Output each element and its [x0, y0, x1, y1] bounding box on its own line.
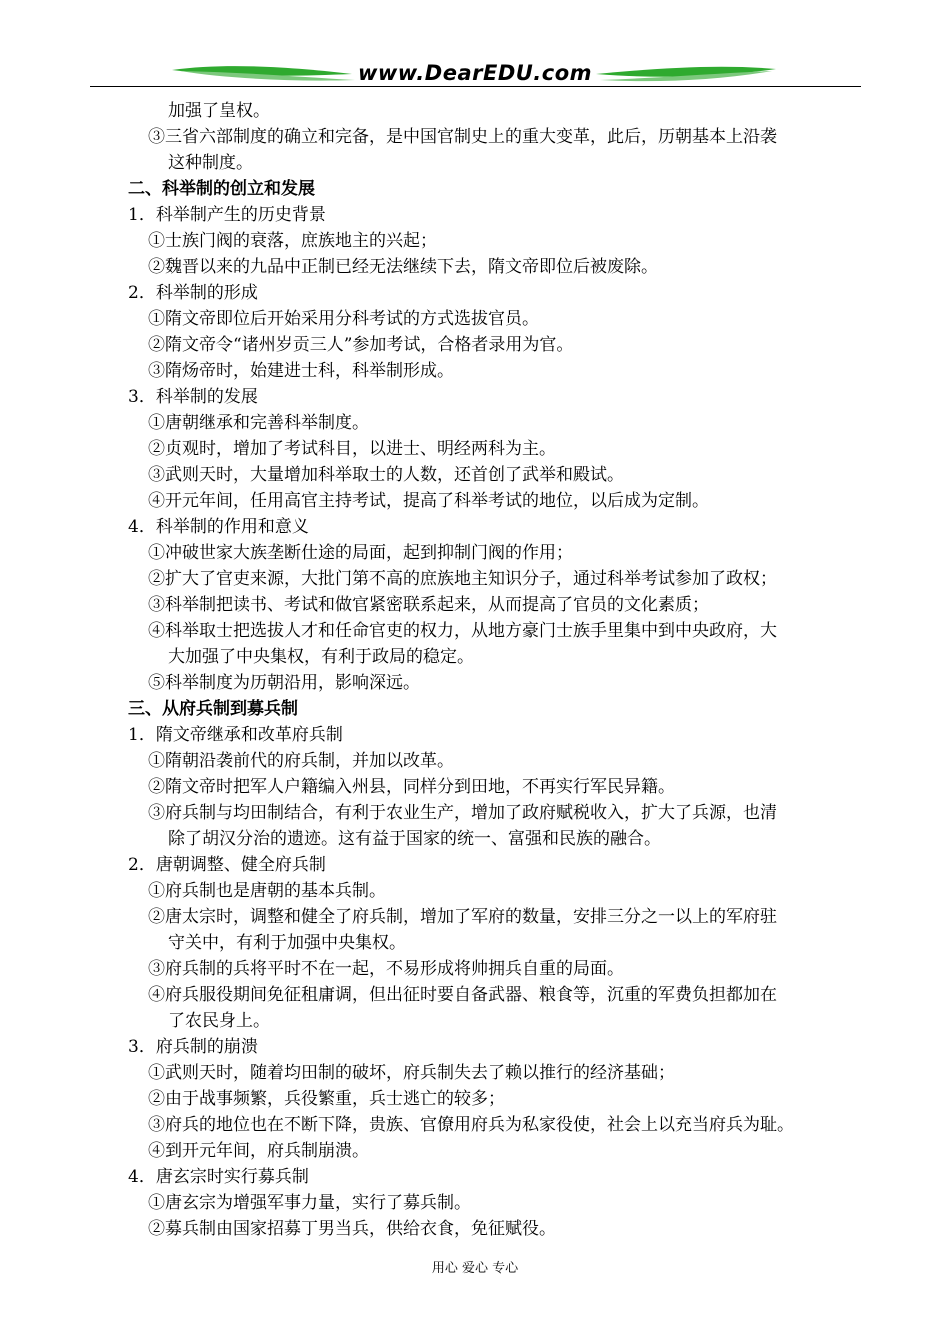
list-item-text: ⑤科举制度为历朝沿用，影响深远。: [148, 673, 420, 693]
header-rule: [90, 86, 861, 87]
subsection-heading: 2．科举制的形成: [128, 283, 258, 303]
page-header: [0, 0, 950, 92]
list-item-text: 大加强了中央集权，有利于政局的稳定。: [168, 647, 474, 667]
list-item-text: ②募兵制由国家招募丁男当兵，供给衣食，免征赋役。: [148, 1219, 556, 1239]
list-item-text: ①士族门阀的衰落，庶族地主的兴起；: [148, 231, 437, 251]
document-body: [128, 98, 868, 1242]
list-item-text: ③武则天时，大量增加科举取士的人数，还首创了武举和殿试。: [148, 465, 624, 485]
list-item-text: 除了胡汉分治的遗迹。这有益于国家的统一、富强和民族的融合。: [168, 829, 661, 849]
subsection-heading: 2．唐朝调整、健全府兵制: [128, 855, 326, 875]
page-footer: 用心 爱心 专心: [431, 1261, 519, 1276]
list-item-text: ①隋朝沿袭前代的府兵制，并加以改革。: [148, 751, 454, 771]
list-item-text: ①冲破世家大族垄断仕途的局面，起到抑制门阀的作用；: [148, 543, 573, 563]
list-item-text: ①唐朝继承和完善科举制度。: [148, 413, 369, 433]
site-logo-text: www.DearEDU.com: [357, 61, 593, 85]
list-item-text: ①唐玄宗为增强军事力量，实行了募兵制。: [148, 1193, 471, 1213]
list-item-text: ③隋炀帝时，始建进士科，科举制形成。: [148, 361, 454, 381]
subsection-heading: 3．府兵制的崩溃: [128, 1037, 258, 1057]
list-item-text: ①府兵制也是唐朝的基本兵制。: [148, 881, 386, 901]
subsection-heading: 1．科举制产生的历史背景: [128, 205, 326, 225]
subsection-heading: 4．唐玄宗时实行募兵制: [128, 1167, 309, 1187]
list-item-text: ②隋文帝时把军人户籍编入州县，同样分到田地，不再实行军民异籍。: [148, 777, 675, 797]
list-item-text: ①隋文帝即位后开始采用分科考试的方式选拔官员。: [148, 309, 539, 329]
list-item-text: ③府兵制与均田制结合，有利于农业生产，增加了政府赋税收入，扩大了兵源，也清: [148, 803, 777, 823]
list-item-text: 了农民身上。: [168, 1011, 270, 1031]
list-item-text: ③科举制把读书、考试和做官紧密联系起来，从而提高了官员的文化素质；: [148, 595, 709, 615]
section-heading: 二、科举制的创立和发展: [128, 179, 315, 199]
list-item-text: ④到开元年间，府兵制崩溃。: [148, 1141, 369, 1161]
section-heading: 三、从府兵制到募兵制: [128, 699, 298, 719]
list-item-text: 守关中，有利于加强中央集权。: [168, 933, 406, 953]
list-item-text: 加强了皇权。: [168, 101, 270, 121]
list-item-text: ②唐太宗时，调整和健全了府兵制，增加了军府的数量，安排三分之一以上的军府驻: [148, 907, 777, 927]
list-item-text: ③三省六部制度的确立和完备，是中国官制史上的重大变革，此后，历朝基本上沿袭: [148, 127, 777, 147]
list-item-text: ④开元年间，任用高官主持考试，提高了科举考试的地位，以后成为定制。: [148, 491, 709, 511]
subsection-heading: 3．科举制的发展: [128, 387, 258, 407]
list-item-text: ④府兵服役期间免征租庸调，但出征时要自备武器、粮食等，沉重的军费负担都加在: [148, 985, 777, 1005]
subsection-heading: 4．科举制的作用和意义: [128, 517, 309, 537]
list-item-text: 这种制度。: [168, 153, 253, 173]
list-item-text: ②由于战事频繁，兵役繁重，兵士逃亡的较多；: [148, 1089, 505, 1109]
list-item-text: ③府兵的地位也在不断下降，贵族、官僚用府兵为私家役使，社会上以充当府兵为耻。: [148, 1115, 794, 1135]
list-item-text: ②贞观时，增加了考试科目，以进士、明经两科为主。: [148, 439, 556, 459]
list-item-text: ②魏晋以来的九品中正制已经无法继续下去，隋文帝即位后被废除。: [148, 257, 658, 277]
list-item-text: ①武则天时，随着均田制的破坏，府兵制失去了赖以推行的经济基础；: [148, 1063, 675, 1083]
list-item-text: ④科举取士把选拔人才和任命官吏的权力，从地方豪门士族手里集中到中央政府，大: [148, 621, 777, 641]
list-item-text: ③府兵制的兵将平时不在一起，不易形成将帅拥兵自重的局面。: [148, 959, 624, 979]
list-item-text: ②扩大了官吏来源，大批门第不高的庶族地主知识分子，通过科举考试参加了政权；: [148, 569, 777, 589]
list-item-text: ②隋文帝令“诸州岁贡三人”参加考试，合格者录用为官。: [148, 335, 574, 355]
subsection-heading: 1．隋文帝继承和改革府兵制: [128, 725, 343, 745]
